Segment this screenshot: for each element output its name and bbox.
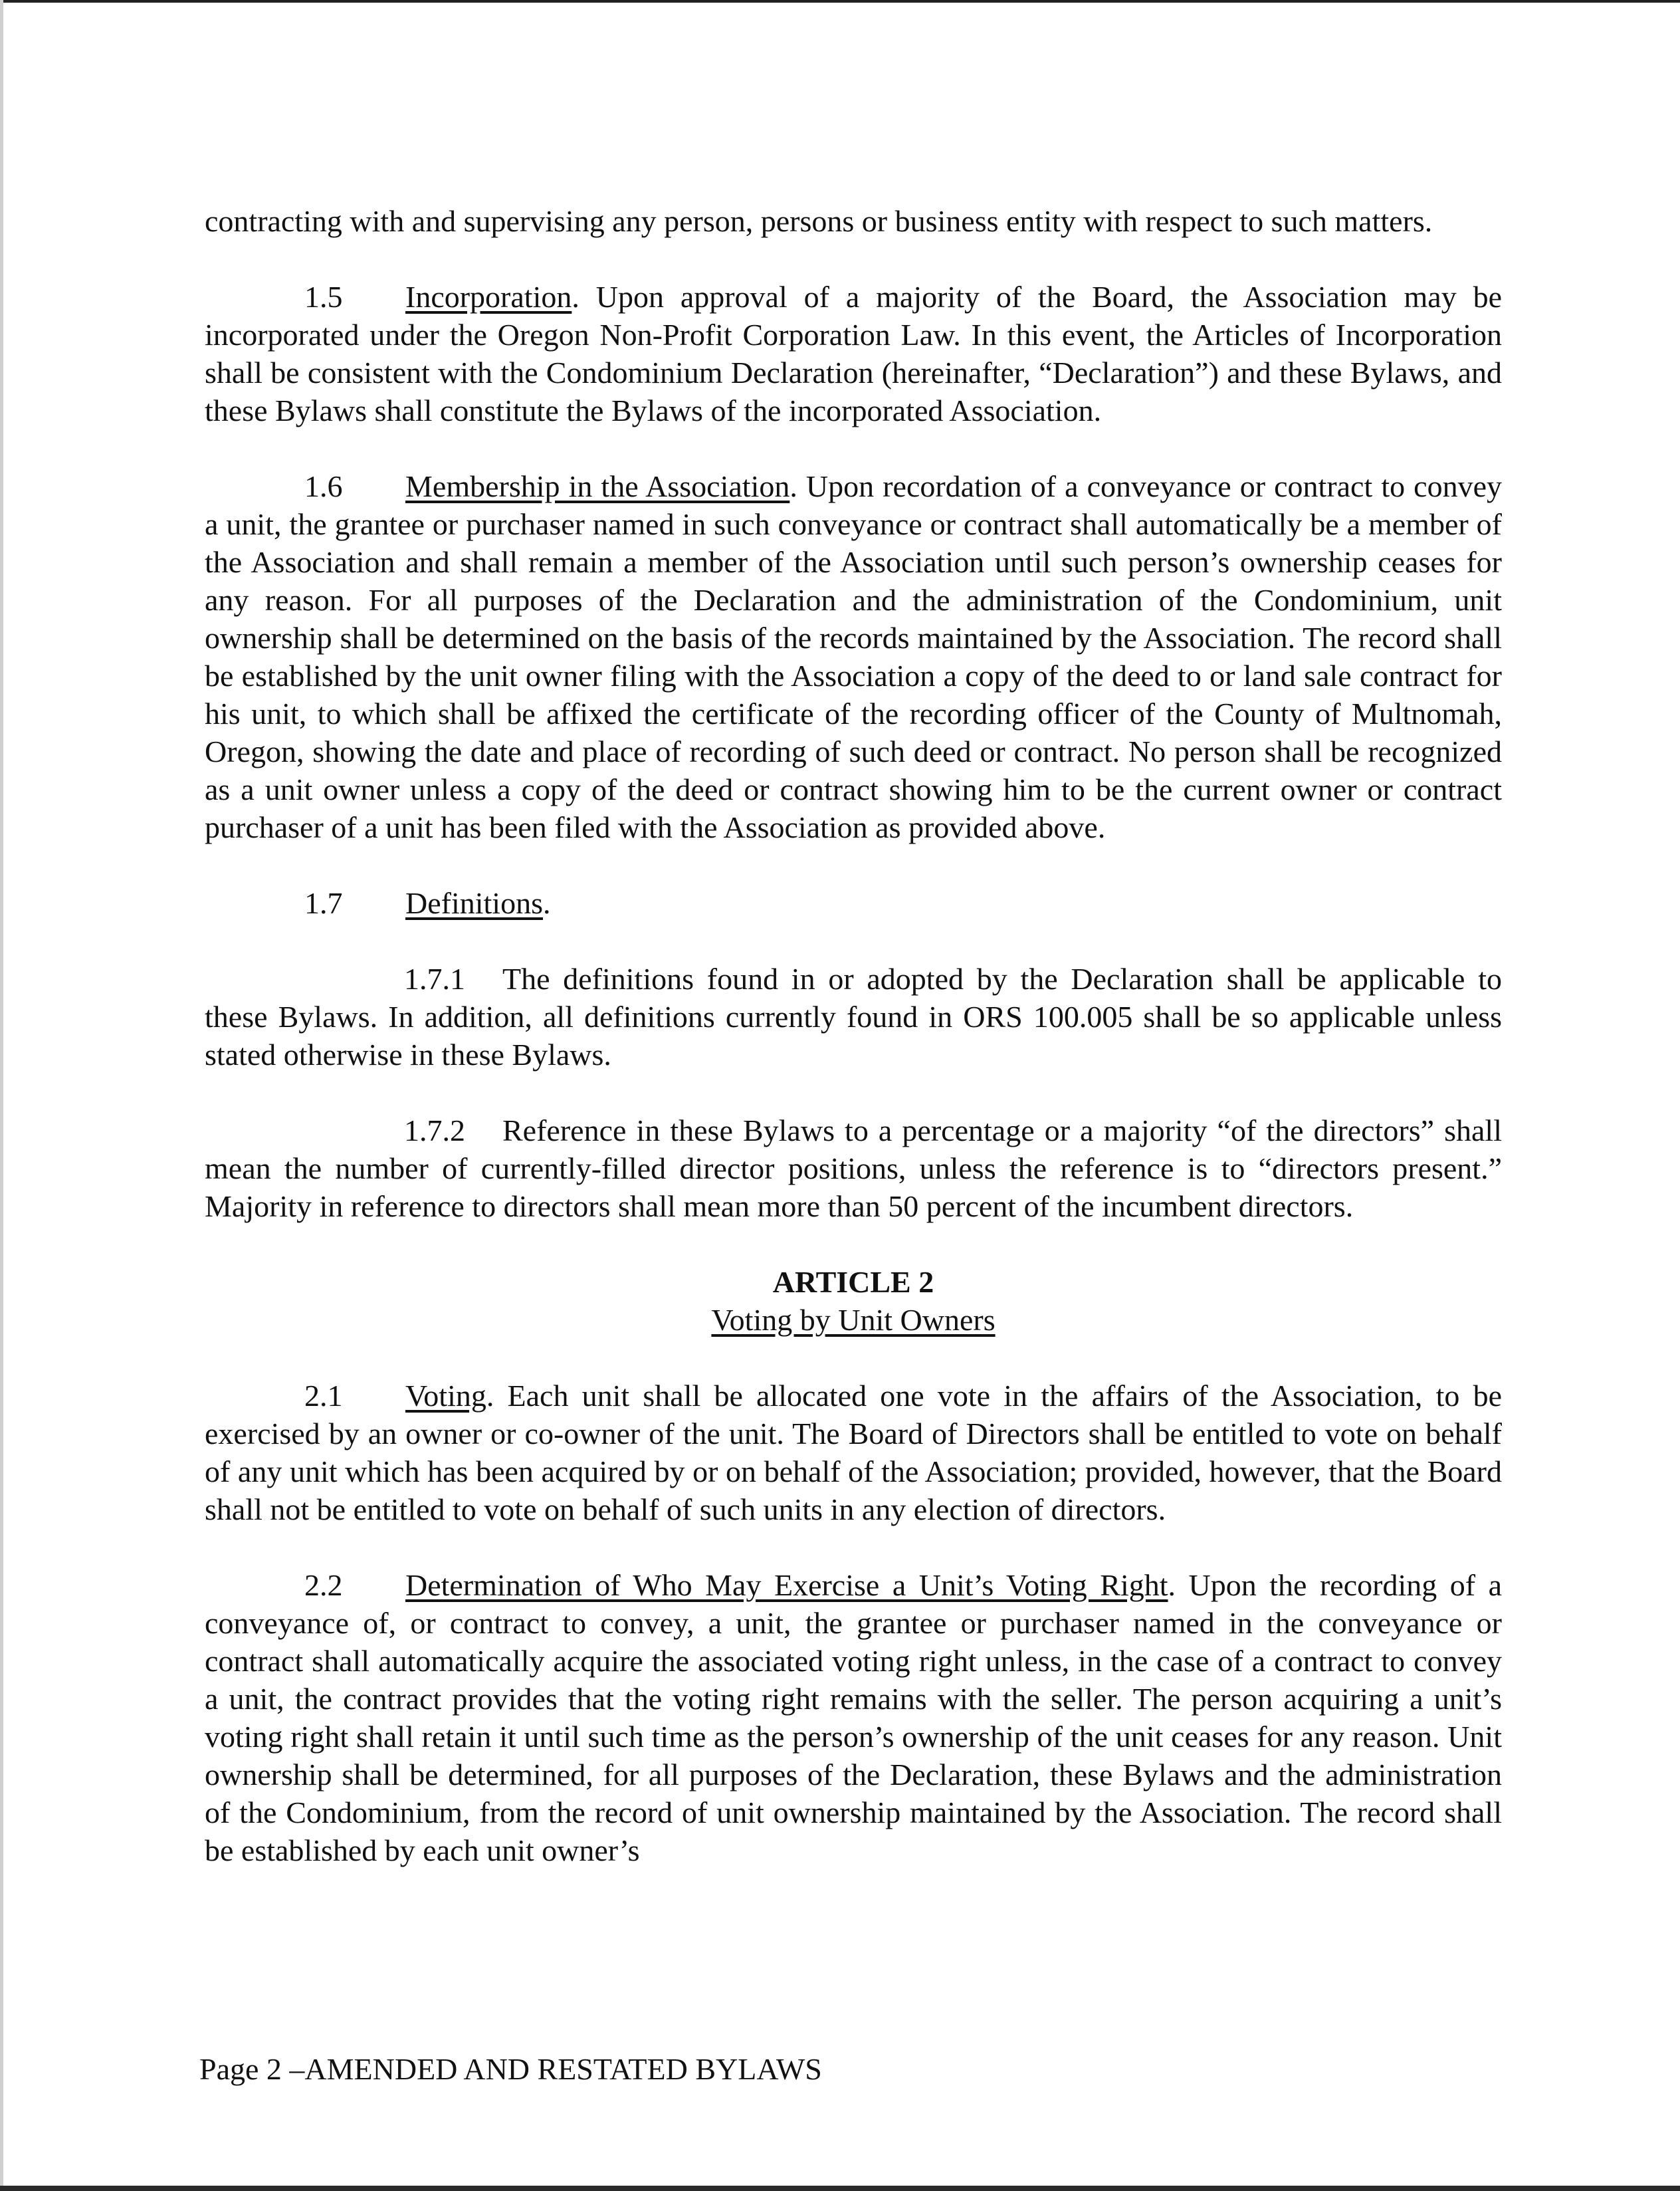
paragraph-continuation: contracting with and supervising any person, persons or business entity with respect to such matters. [205, 204, 1433, 238]
section-text: . [542, 886, 551, 920]
section-text: . Each unit shall be allocated one vote in the affairs of the Association, to be exercised by an owner or co-owner of the unit. The Board of Directors shall be entitled to vote on behalf of any unit which has been acquired by or on behalf of the Association; provided, however, that the Board shall not be entitled to vote on behalf of such units in any election of directors. [205, 1379, 1502, 1526]
section-1-7-2 [205, 1111, 1502, 1225]
bottom-scan-edge [0, 2186, 1680, 2191]
article-title: ARTICLE 2 [772, 1265, 934, 1299]
section-text: . Upon the recording of a conveyance of, or contract to convey, a unit, the grantee or purchaser named in the conveyance or contract shall automatically acquire the associated voting right unless, in the case of a contract to convey a unit, the contract provides that the voting right remains with the seller. The person acquiring a unit’s voting right shall retain it until such time as the person’s ownership of the unit ceases for any reason. Unit ownership shall be determined, for all purposes of the Declaration, these Bylaws and the administration of the Condominium, from the record of unit ownership maintained by the Association. The record shall be established by each unit owner’s [205, 1568, 1503, 1867]
section-heading: Voting [405, 1379, 486, 1413]
section-number: 2.2 [304, 1568, 343, 1602]
article-2-heading [205, 1263, 1502, 1339]
section-1-7 [205, 884, 1502, 922]
section-number: 1.5 [304, 280, 343, 314]
section-heading: Definitions [405, 886, 543, 920]
section-1-7-1 [205, 960, 1502, 1074]
section-text: . Upon recordation of a conveyance or contract to convey a unit, the grantee or purchaser named in such conveyance or contract shall automatically be a member of the Association and shall remain a member of the Association until such person’s ownership ceases for any reason. For all purposes of the Declaration and the administration of the Condominium, unit ownership shall be determined on the basis of the records maintained by the Association. The record shall be established by the unit owner filing with the Association a copy of the deed to or land sale contract for his unit, to which shall be affixed the certificate of the recording officer of the County of Multnomah, Oregon, showing the date and place of recording of such deed or contract. No person shall be recognized as a unit owner unless a copy of the deed or contract showing him to be the current owner or contract purchaser of a unit has been filed with the Association as provided above. [205, 469, 1502, 844]
top-scan-edge [0, 0, 1680, 3]
document-body [205, 202, 1502, 1869]
section-text: Reference in these Bylaws to a percentage or a majority “of the directors” shall mean the number of currently-filled director positions, unless the reference is to “directors present.” Majority in reference to directors shall mean more than 50 percent of the incumbent directors. [205, 1113, 1502, 1223]
section-number: 1.7.2 [404, 1113, 465, 1147]
article-subtitle: Voting by Unit Owners [711, 1303, 996, 1337]
section-heading: Incorporation [405, 280, 572, 314]
section-2-1 [205, 1377, 1502, 1528]
section-text: The definitions found in or adopted by the Declaration shall be applicable to these Bylaws. In addition, all definitions currently found in ORS 100.005 shall be so applicable unless stated otherwise in these Bylaws. [205, 962, 1502, 1072]
section-text: . Upon approval of a majority of the Board, the Association may be incorporated under the Oregon Non-Profit Corporation Law. In this event, the Articles of Incorporation shall be consistent with the Condominium Declaration (hereinafter, “Declaration”) and these Bylaws, and these Bylaws shall constitute the Bylaws of the incorporated Association. [205, 280, 1502, 427]
section-1-6 [205, 467, 1502, 846]
section-number: 1.7.1 [404, 962, 465, 996]
section-1-5 [205, 278, 1502, 429]
page-footer: Page 2 –AMENDED AND RESTATED BYLAWS [199, 2052, 822, 2086]
section-2-2 [205, 1566, 1502, 1869]
section-heading: Determination of Who May Exercise a Unit’s Voting Right [405, 1568, 1168, 1602]
left-scan-edge [0, 0, 3, 2191]
section-heading: Membership in the Association [405, 469, 790, 503]
section-number: 1.6 [304, 469, 343, 503]
section-number: 2.1 [304, 1379, 343, 1413]
section-number: 1.7 [304, 886, 343, 920]
